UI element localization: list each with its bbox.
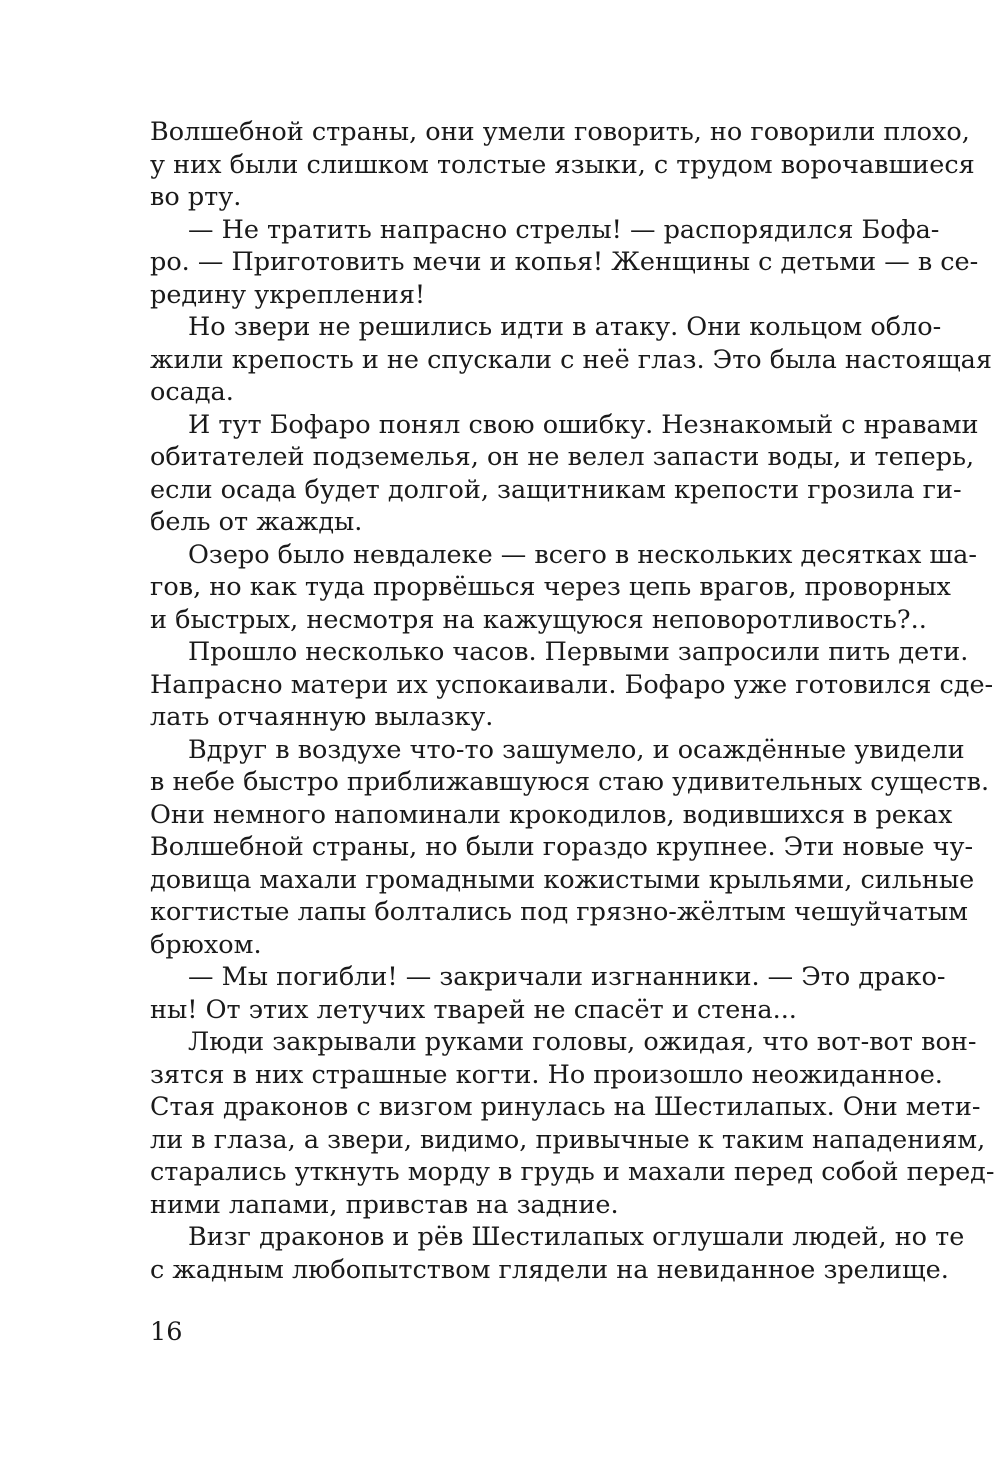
text-line: ними лапами, привстав на задние. xyxy=(150,1189,619,1220)
text-line: когтистые лапы болтались под грязно-жёлтым чешуйчатым xyxy=(150,897,968,927)
text-line: старались уткнуть морду в грудь и махали перед собой перед- xyxy=(150,1157,995,1187)
text-line: если осада будет долгой, защитникам крепости грозила ги- xyxy=(150,474,962,505)
text-line: обитателей подземелья, он не велел запасти воды, и теперь, xyxy=(150,442,975,472)
text-line: и быстрых, несмотря на кажущуюся неповоротливость?.. xyxy=(150,604,927,635)
text-line: гов, но как туда прорвёшься через цепь врагов, проворных xyxy=(150,572,951,602)
text-line: лать отчаянную вылазку. xyxy=(150,702,494,732)
text-line: Прошло несколько часов. Первыми запросили пить дети. xyxy=(188,637,969,667)
text-line: редину укрепления! xyxy=(150,279,426,310)
body-text xyxy=(150,116,995,1286)
text-line: довища махали громадными кожистыми крыльями, сильные xyxy=(150,864,975,895)
text-line: Они немного напоминали крокодилов, водившихся в реках xyxy=(150,799,953,830)
text-line: с жадным любопытством глядели на невиданное зрелище. xyxy=(150,1254,949,1285)
text-line: — Мы погибли! — закричали изгнанники. — Это драко- xyxy=(188,962,946,992)
page-number: 16 xyxy=(150,1317,183,1347)
text-line: Озеро было невдалеке — всего в нескольких десятках ша- xyxy=(188,539,977,570)
text-line: во рту. xyxy=(150,182,242,212)
text-line: Волшебной страны, но были гораздо крупнее. Эти новые чу- xyxy=(150,832,974,862)
text-line: Напрасно матери их успокаивали. Бофаро уже готовился сде- xyxy=(150,669,994,700)
text-line: ли в глаза, а звери, видимо, привычные к таким нападениям, xyxy=(150,1124,986,1155)
text-line: зятся в них страшные когти. Но произошло неожиданное. xyxy=(150,1059,943,1090)
text-line: И тут Бофаро понял свою ошибку. Незнакомый с нравами xyxy=(188,409,979,440)
text-line: брюхом. xyxy=(150,929,262,960)
text-line: осада. xyxy=(150,377,234,407)
text-line: бель от жажды. xyxy=(150,507,363,537)
text-line: Но звери не решились идти в атаку. Они кольцом обло- xyxy=(188,312,942,342)
text-line: у них были слишком толстые языки, с трудом ворочавшиеся xyxy=(150,149,975,180)
text-line: ро. — Приготовить мечи и копья! Женщины с детьми — в се- xyxy=(150,247,979,277)
text-line: Визг драконов и рёв Шестилапых оглушали людей, но те xyxy=(188,1222,965,1252)
text-line: жили крепость и не спускали с неё глаз. Это была настоящая xyxy=(150,344,992,375)
text-line: ны! От этих летучих тварей не спасёт и стена... xyxy=(150,994,797,1025)
text-line: Люди закрывали руками головы, ожидая, что вот-вот вон- xyxy=(188,1027,977,1057)
text-line: в небе быстро приближавшуюся стаю удивительных существ. xyxy=(150,767,990,797)
text-line: Волшебной страны, они умели говорить, но говорили плохо, xyxy=(150,117,970,147)
text-line: Вдруг в воздухе что-то зашумело, и осаждённые увидели xyxy=(188,734,965,765)
text-line: Стая драконов с визгом ринулась на Шестилапых. Они мети- xyxy=(150,1092,981,1122)
text-line: — Не тратить напрасно стрелы! — распорядился Бофа- xyxy=(188,214,940,245)
